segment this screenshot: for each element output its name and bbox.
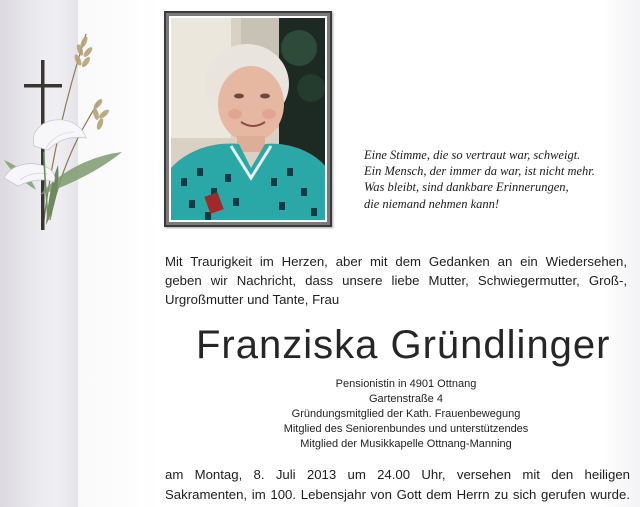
cross-lily-wheat-decoration (0, 20, 125, 250)
memorial-quote (364, 147, 634, 212)
quote-line: Was bleibt, sind dankbare Erinnerungen, (364, 180, 569, 195)
leaf-icon (4, 152, 122, 225)
announcement-intro (165, 252, 627, 309)
detail-line: Mitglied der Musikkapelle Ottnang-Manning (300, 438, 512, 450)
quote-line: Eine Stimme, die so vertraut war, schweigt. (364, 148, 581, 162)
closing-line: Sakramenten, im 100. Lebensjahr von Gott dem Herrn zu sich gerufen wurde. (165, 487, 630, 502)
deceased-details (256, 377, 556, 452)
detail-line: Mitglied des Seniorenbundes und unterstützendes (283, 423, 529, 435)
deceased-name: Franziska Gründlinger (196, 323, 611, 367)
closing-line: am Montag, 8. Juli 2013 um 24.00 Uhr, versehen mit den heiligen (165, 467, 630, 482)
portrait-photo (169, 16, 327, 222)
detail-line: Pensionistin in 4901 Ottnang (335, 378, 477, 390)
detail-line: Gründungsmitglied der Kath. Frauenbewegung (291, 408, 521, 420)
quote-line: die niemand nehmen kann! (364, 196, 500, 211)
intro-line: Mit Traurigkeit im Herzen, aber mit dem Gedanken an ein Wiedersehen, (165, 254, 627, 269)
intro-line: Urgroßmutter und Tante, Frau (165, 292, 340, 307)
announcement-closing (165, 465, 630, 505)
portrait-image (171, 18, 327, 222)
portrait-frame (164, 11, 332, 227)
intro-line: geben wir Nachricht, dass unsere liebe Mutter, Schwiegermutter, Groß-, (165, 273, 627, 288)
detail-line: Gartenstraße 4 (369, 393, 443, 405)
quote-line: Ein Mensch, der immer da war, ist nicht mehr. (364, 164, 595, 179)
